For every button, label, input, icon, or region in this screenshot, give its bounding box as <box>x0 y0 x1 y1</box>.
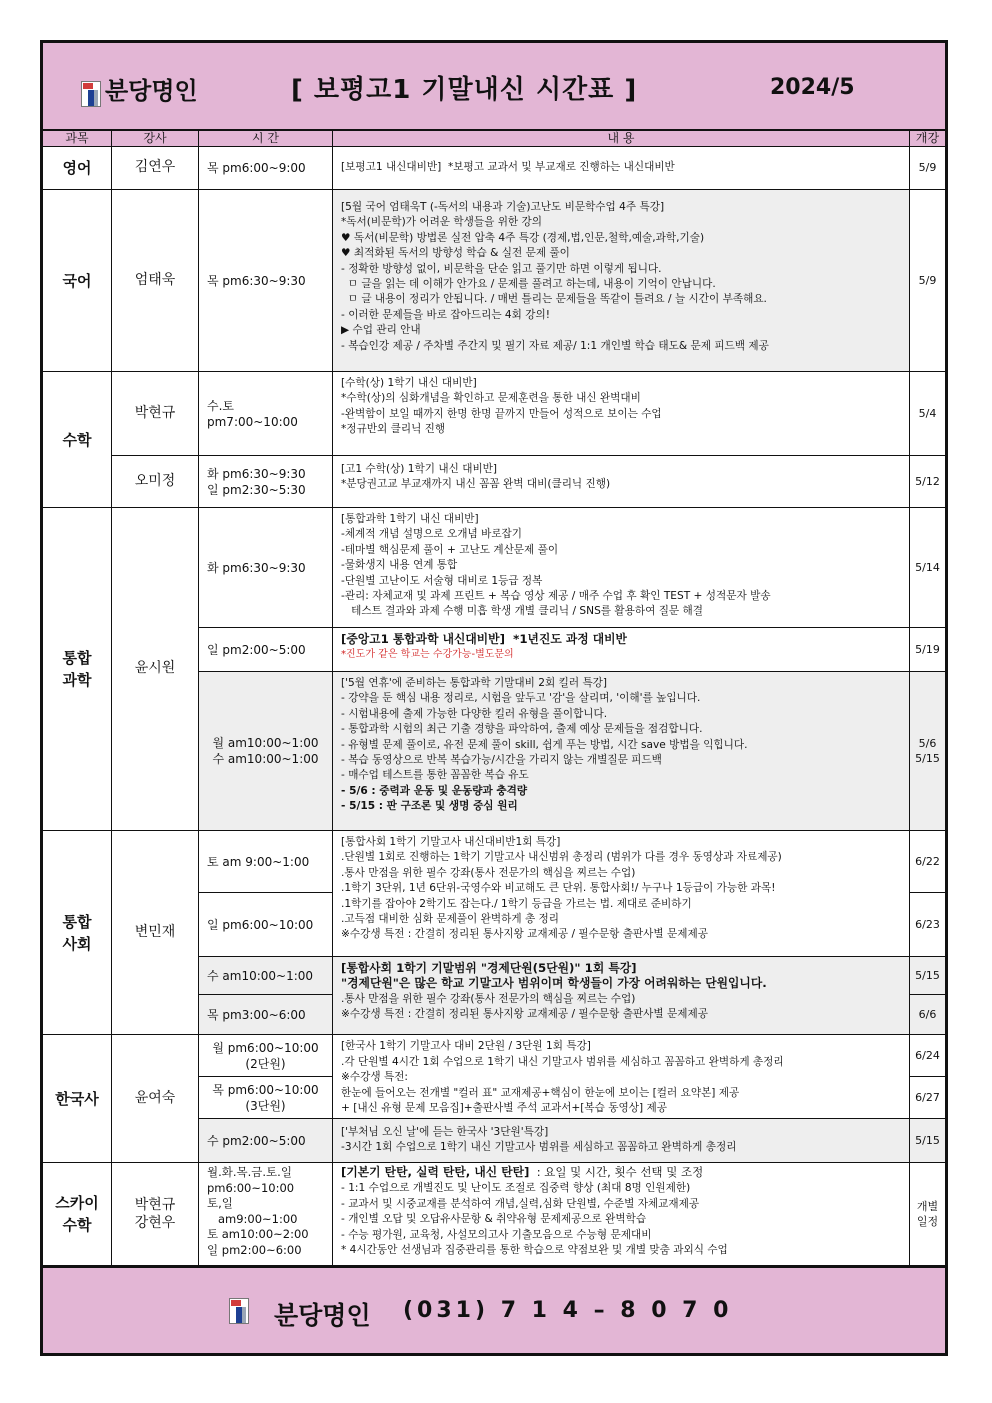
footer-brand: 분당명인 <box>274 1301 371 1330</box>
class-content: [수학(상) 1학기 내신 대비반] *수학(상)의 심화개념을 확인하고 문제훈련을 통한 내신 완벽대비 -완벽함이 보일 때까지 한명 한명 끝까지 만들어 성적으로 보이는 수업 *정규반외 클리닉 진행 <box>333 372 910 456</box>
col-start: 개강 <box>910 131 945 147</box>
start-date: 5/15 <box>910 1119 945 1163</box>
start-date: 5/9 <box>910 190 945 372</box>
start-date: 6/22 <box>910 831 945 893</box>
start-date: 5/12 <box>910 456 945 508</box>
class-time: 일 pm6:00~10:00 <box>199 893 333 957</box>
start-date: 5/9 <box>910 147 945 190</box>
class-time: 목 pm6:00~9:00 <box>199 147 333 190</box>
class-time: 월.화.목.금.토.일 pm6:00~10:00 토,일 am9:00~1:00 토 am10:00~2:00 일 pm2:00~6:00 <box>199 1163 333 1266</box>
col-teacher: 강사 <box>112 131 199 147</box>
class-time: 월 am10:00~1:00 수 am10:00~1:00 <box>199 672 333 831</box>
date-label: 2024/5 <box>770 75 855 100</box>
teacher-name: 윤시원 <box>112 508 199 831</box>
start-date: 6/24 <box>910 1035 945 1077</box>
col-time: 시 간 <box>199 131 333 147</box>
session-2: - 5/15 : 판 구조론 및 생명 중심 원리 <box>341 800 518 813</box>
class-content <box>333 1163 910 1266</box>
class-note: *진도가 같은 학교는 수강가능-별도문의 <box>341 649 514 661</box>
brand-name: 분당명인 <box>105 77 198 105</box>
class-time: 목 pm6:30~9:30 <box>199 190 333 372</box>
start-date: 6/23 <box>910 893 945 957</box>
teacher-name: 김연우 <box>112 147 199 190</box>
start-date: 6/27 <box>910 1077 945 1119</box>
academy-logo-icon <box>81 81 101 107</box>
teacher-name: 엄태욱 <box>112 190 199 372</box>
session-1: - 5/6 : 중력과 운동 및 운동량과 충격량 <box>341 784 528 797</box>
class-time: 일 pm2:00~5:00 <box>199 628 333 672</box>
class-description: ['5월 연휴'에 준비하는 통합과학 기말대비 2회 킬러 특강] - 강약을 둔 핵심 내용 정리로, 시험을 앞두고 '감'을 살리며, '이해'를 높입니다. - 시험내용에 출제 가능한 다양한 킬러 유형을 풀이합니다. - 통합과학 시험의 최근 기출 경향을 파악하여, 출제 예상 문제들을 점검합니다. - 유형별 문제 풀이로, 유전 문제 풀이 skill, 쉽게 푸는 방법, 시간 save 방법을 익힙니다. - 복습 동영상으로 반복 복습가능/시간을 가리지 않는 개별질문 피드백 - 매수업 테스트를 통한 꼼꼼한 복습 유도 <box>341 677 748 782</box>
teacher-name: 변민재 <box>112 831 199 1035</box>
start-date: 개별 일정 <box>910 1163 945 1266</box>
teacher-name: 오미정 <box>112 456 199 508</box>
start-date: 5/14 <box>910 508 945 628</box>
subject-integrated-science: 통합 과학 <box>43 508 112 831</box>
subject-integrated-social: 통합 사회 <box>43 831 112 1035</box>
class-content: ['부처님 오신 날'에 듣는 한국사 '3단원'특강] -3시간 1회 수업으로 1학기 내신 기말고사 범위를 세심하고 꼼꼼하고 완벽하게 총정리 <box>333 1119 910 1163</box>
subject-korean-history: 한국사 <box>43 1035 112 1163</box>
footer-banner <box>43 1266 945 1353</box>
class-content <box>333 957 910 1035</box>
start-date: 5/15 <box>910 957 945 995</box>
class-title: [기본기 탄탄, 실력 탄탄, 내신 탄탄] <box>341 1165 530 1179</box>
page-title: [ 보평고1 기말내신 시간표 ] <box>291 75 638 105</box>
class-time: 목 pm3:00~6:00 <box>199 995 333 1035</box>
academy-logo-icon <box>229 1298 249 1324</box>
start-date: 5/6 5/15 <box>910 672 945 831</box>
start-date: 5/19 <box>910 628 945 672</box>
class-time: 수.토 pm7:00~10:00 <box>199 372 333 456</box>
phone-number: (031) 7 1 4 – 8 0 7 0 <box>403 1298 733 1323</box>
class-title-note: : 요일 및 시간, 횟수 선택 및 조정 <box>529 1165 704 1179</box>
class-title: [통합사회 1학기 기말범위 "경제단원(5단원)" 1회 특강] <box>341 961 637 975</box>
header-banner <box>43 43 945 131</box>
class-content: [고1 수학(상) 1학기 내신 대비반] *분당권고교 부교재까지 내신 꼼꼼 완벽 대비(클리닉 진행) <box>333 456 910 508</box>
class-time: 토 am 9:00~1:00 <box>199 831 333 893</box>
class-time: 월 pm6:00~10:00 (2단원) <box>199 1035 333 1077</box>
subject-korean: 국어 <box>43 190 112 372</box>
class-content: [한국사 1학기 기말고사 대비 2단원 / 3단원 1회 특강] .각 단원별 4시간 1회 수업으로 1학기 내신 기말고사 범위를 세심하고 꼼꼼하고 완벽하게 총정리 ※수강생 특전: 한눈에 들어오는 전개별 "컬러 표" 교재제공+핵심이 한눈에 보이는 [컬러 요약본] 제공 + [내신 유형 문제 모음집]+출판사별 주석 교과서+[복습 동영상] 제공 <box>333 1035 910 1119</box>
class-time: 수 pm2:00~5:00 <box>199 1119 333 1163</box>
class-content: [통합과학 1학기 내신 대비반] -체계적 개념 설명으로 오개념 바로잡기 -테마별 핵심문제 풀이 + 고난도 계산문제 풀이 -물화생지 내용 연계 통합 -단원별 고난이도 서술형 대비로 1등급 정복 -관리: 자체교재 및 과제 프린트 + 복습 영상 제공 / 매주 수업 후 확인 TEST + 성적문자 발송 테스트 결과와 과제 수행 미흡 학생 개별 클리닉 / SNS를 활용하여 질문 해결 <box>333 508 910 628</box>
subject-math: 수학 <box>43 372 112 508</box>
class-description: .통사 만점을 위한 필수 강좌(통사 전문가의 핵심을 찌르는 수업) ※수강생 특전 : 간결히 정리된 통사지왕 교재제공 / 필수문항 출판사별 문제제공 <box>341 992 708 1021</box>
class-content: [보평고1 내신대비반] *보평고 교과서 및 부교재로 진행하는 내신대비반 <box>333 147 910 190</box>
teacher-name: 윤여숙 <box>112 1035 199 1163</box>
teacher-name: 박현규 강현우 <box>112 1163 199 1266</box>
timetable-sheet <box>40 40 948 1356</box>
class-description: - 1:1 수업으로 개별진도 및 난이도 조절로 집중력 향상 (최대 8명 인원제한) - 교과서 및 시중교재를 분석하여 개념,실력,심화 단원별, 수준별 자체교재제공 - 개인별 오답 및 오답유사문항 & 취약유형 문제제공으로 완벽학습 - 수능 평가원, 교육청, 사설모의고사 기출모음으로 수능형 문제대비 * 4시간동안 선생님과 집중관리를 통한 학습으로 약점보완 및 개별 맞춤 과외식 수업 <box>341 1182 728 1257</box>
class-subtitle: "경제단원"은 많은 학교 기말고사 범위이며 학생들이 가장 어려워하는 단원입니다. <box>341 976 767 991</box>
class-time: 목 pm6:00~10:00 (3단원) <box>199 1077 333 1119</box>
class-content <box>333 628 910 672</box>
start-date: 6/6 <box>910 995 945 1035</box>
class-content <box>333 672 910 831</box>
class-content: [5월 국어 엄태욱T (-독서의 내용과 기술)고난도 비문학수업 4주 특강] *독서(비문학)가 어려운 학생들을 위한 강의 ♥ 독서(비문학) 방법론 실전 압축 4주 특강 (경제,법,인문,철학,예술,과학,기술) ♥ 최적화된 독서의 방향성 학습 & 실전 문제 풀이 - 정확한 방향성 없이, 비문학을 단순 읽고 풀기만 하면 이렇게 됩니다. ㅁ 글을 읽는 데 이해가 안가요 / 문제를 풀려고 하는데, 내용이 기억이 안납니다. ㅁ 글 내용이 정리가 안됩니다. / 매번 틀리는 문제들을 똑같이 틀려요 / 늘 시간이 부족해요. - 이러한 문제들을 바로 잡아드리는 4회 강의! ▶ 수업 관리 안내 - 복습인강 제공 / 주차별 주간지 및 필기 자료 제공/ 1:1 개인별 학습 태도& 문제 피드백 제공 <box>333 190 910 372</box>
teacher-name: 박현규 <box>112 372 199 456</box>
col-subject: 과목 <box>43 131 112 147</box>
class-time: 화 pm6:30~9:30 <box>199 508 333 628</box>
class-content: [통합사회 1학기 기말고사 내신대비반1회 특강] .단원별 1회로 진행하는 1학기 기말고사 내신범위 총정리 (범위가 다를 경우 동영상과 자료제공) .통사 만점을 위한 필수 강좌(통사 전문가의 핵심을 찌르는 수업) .1학기 3단위, 1년 6단위-국영수와 비교해도 큰 단위. 통합사회!/ 누구나 1등급이 가능한 과목! .1학기를 잡아야 2학기도 잡는다./ 1학기 등급을 가르는 법. 제대로 준비하기 .고득점 대비한 심화 문제풀이 완벽하게 총 정리 ※수강생 특전 : 간결히 정리된 통사지왕 교재제공 / 필수문항 출판사별 문제제공 <box>333 831 910 957</box>
start-date: 5/4 <box>910 372 945 456</box>
class-time: 화 pm6:30~9:30 일 pm2:30~5:30 <box>199 456 333 508</box>
subject-sky-math: 스카이 수학 <box>43 1163 112 1266</box>
col-content: 내 용 <box>333 131 910 147</box>
subject-english: 영어 <box>43 147 112 190</box>
class-title: [중앙고1 통합과학 내신대비반] *1년진도 과정 대비반 <box>341 632 627 646</box>
class-time: 수 am10:00~1:00 <box>199 957 333 995</box>
